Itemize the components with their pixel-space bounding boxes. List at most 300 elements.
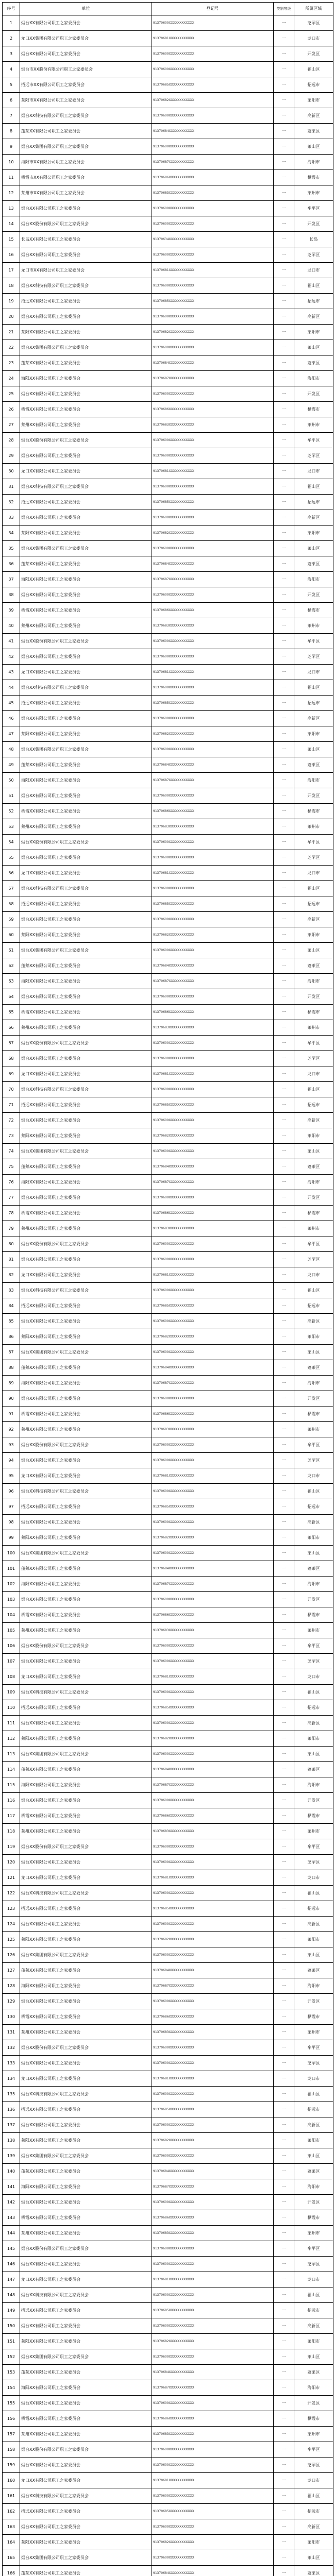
category-level-cell: 一	[274, 155, 294, 170]
serial-number-cell: 103	[3, 1592, 20, 1607]
serial-number-cell: 104	[3, 1607, 20, 1623]
category-level-cell: 一	[274, 1994, 294, 2009]
registration-number-cell: 91370600XXXXXXXXXXXX	[152, 1716, 274, 1731]
region-cell: 福山区	[294, 62, 333, 77]
table-row	[3, 1422, 333, 1437]
unit-name-cell: 海阳XX有限公司职工之家委员会	[20, 2179, 152, 2195]
registration-number-cell: 91370685XXXXXXXXXXXX	[152, 2303, 274, 2318]
serial-number-cell: 64	[3, 989, 20, 1005]
unit-name-cell: 莱州XX有限公司职工之家委员会	[20, 2025, 152, 2040]
region-cell: 龙口市	[294, 263, 333, 278]
serial-number-cell: 141	[3, 2179, 20, 2195]
unit-name-cell: 烟台XX集团有限公司职工之家委员会	[20, 2148, 152, 2164]
registration-number-cell: 91370685XXXXXXXXXXXX	[152, 495, 274, 510]
category-level-cell: 一	[274, 726, 294, 742]
category-level-cell: 一	[274, 2056, 294, 2071]
region-cell: 长岛	[294, 232, 333, 247]
table-row	[3, 1437, 333, 1453]
unit-name-cell: 莱阳XX有限公司职工之家委员会	[20, 1932, 152, 1947]
header-region: 所属区域	[294, 3, 333, 15]
registration-number-cell: 91370600XXXXXXXXXXXX	[152, 448, 274, 464]
unit-name-cell: 烟台XX有限公司职工之家委员会	[20, 2257, 152, 2272]
unit-name-cell: 烟台XX集团有限公司职工之家委员会	[20, 943, 152, 958]
unit-name-cell: 莱阳XX有限公司职工之家委员会	[20, 726, 152, 742]
unit-name-cell: 烟台XX有限公司职工之家委员会	[20, 15, 152, 31]
unit-name-cell: 烟台XX科技有限公司职工之家委员会	[20, 1082, 152, 1097]
region-cell: 招远市	[294, 2303, 333, 2318]
registration-number-cell: 91370600XXXXXXXXXXXX	[152, 541, 274, 556]
serial-number-cell: 131	[3, 2025, 20, 2040]
category-level-cell: 一	[274, 1963, 294, 1978]
category-level-cell: 一	[274, 1020, 294, 1036]
serial-number-cell: 142	[3, 2195, 20, 2210]
region-cell: 福山区	[294, 1484, 333, 1499]
table-row	[3, 2009, 333, 2025]
unit-name-cell: 烟台XX有限公司职工之家委员会	[20, 309, 152, 325]
serial-number-cell: 108	[3, 1669, 20, 1685]
registration-number-cell: 91370685XXXXXXXXXXXX	[152, 1700, 274, 1716]
category-level-cell: 一	[274, 603, 294, 618]
registration-number-cell: 91370683XXXXXXXXXXXX	[152, 2025, 274, 2040]
category-level-cell: 一	[274, 1824, 294, 1839]
table-row	[3, 340, 333, 355]
category-level-cell: 一	[274, 1175, 294, 1190]
registration-number-cell: 91370600XXXXXXXXXXXX	[152, 788, 274, 804]
category-level-cell: 一	[274, 2195, 294, 2210]
unit-name-cell: 龙口XX有限公司职工之家委员会	[20, 1468, 152, 1484]
category-level-cell: 一	[274, 1453, 294, 1468]
unit-name-cell: 烟台XX集团有限公司职工之家委员会	[20, 541, 152, 556]
registration-number-cell: 91370600XXXXXXXXXXXX	[152, 2241, 274, 2257]
region-cell: 海阳市	[294, 1175, 333, 1190]
category-level-cell: 一	[274, 819, 294, 835]
category-level-cell: 一	[274, 866, 294, 881]
table-row	[3, 1546, 333, 1561]
table-row	[3, 1005, 333, 1020]
registration-number-cell: 91370681XXXXXXXXXXXX	[152, 1870, 274, 1886]
table-row	[3, 1499, 333, 1515]
unit-name-cell: 烟台XX科技有限公司职工之家委员会	[20, 2087, 152, 2102]
unit-name-cell: 烟台XX科技有限公司职工之家委员会	[20, 108, 152, 124]
region-cell: 芝罘区	[294, 649, 333, 665]
unit-name-cell: 蓬莱XX有限公司职工之家委员会	[20, 958, 152, 974]
category-level-cell: 一	[274, 1561, 294, 1577]
serial-number-cell: 152	[3, 2349, 20, 2365]
registration-number-cell: 91370600XXXXXXXXXXXX	[152, 2087, 274, 2102]
category-level-cell: 一	[274, 1082, 294, 1097]
registration-number-cell: 91370687XXXXXXXXXXXX	[152, 1376, 274, 1391]
region-cell: 高新区	[294, 2117, 333, 2133]
category-level-cell: 一	[274, 2025, 294, 2040]
serial-number-cell: 28	[3, 433, 20, 448]
unit-name-cell: 海阳XX有限公司职工之家委员会	[20, 2380, 152, 2396]
unit-name-cell: 莱州XX有限公司职工之家委员会	[20, 1020, 152, 1036]
serial-number-cell: 148	[3, 2287, 20, 2303]
region-cell: 牟平区	[294, 1437, 333, 1453]
registration-number-cell: 91370600XXXXXXXXXXXX	[152, 850, 274, 866]
serial-number-cell: 47	[3, 726, 20, 742]
serial-number-cell: 133	[3, 2056, 20, 2071]
roster-sheet	[2, 2, 333, 2576]
unit-name-cell: 烟台XX有限公司职工之家委员会	[20, 1190, 152, 1206]
unit-name-cell: 栖霞XX有限公司职工之家委员会	[20, 2411, 152, 2427]
unit-name-cell: 莱州XX有限公司职工之家委员会	[20, 618, 152, 634]
unit-name-cell: 烟台XX有限公司职工之家委员会	[20, 1391, 152, 1406]
serial-number-cell: 29	[3, 448, 20, 464]
category-level-cell: 一	[274, 1932, 294, 1947]
table-row	[3, 402, 333, 417]
unit-name-cell: 烟台XX股份有限公司职工之家委员会	[20, 2241, 152, 2257]
serial-number-cell: 51	[3, 788, 20, 804]
table-row	[3, 603, 333, 618]
category-level-cell: 一	[274, 1097, 294, 1113]
category-level-cell: 一	[274, 170, 294, 185]
table-row	[3, 309, 333, 325]
category-level-cell: 一	[274, 2504, 294, 2519]
serial-number-cell: 112	[3, 1731, 20, 1747]
region-cell: 福山区	[294, 479, 333, 495]
serial-number-cell: 123	[3, 1901, 20, 1917]
category-level-cell: 一	[274, 2210, 294, 2226]
region-cell: 招远市	[294, 1901, 333, 1917]
registration-number-cell: 91370600XXXXXXXXXXXX	[152, 1113, 274, 1128]
region-cell: 莱州市	[294, 2226, 333, 2241]
serial-number-cell: 76	[3, 1175, 20, 1190]
unit-name-cell: 招远XX有限公司职工之家委员会	[20, 2504, 152, 2519]
table-row	[3, 1190, 333, 1206]
registration-number-cell: 91370681XXXXXXXXXXXX	[152, 464, 274, 479]
serial-number-cell: 66	[3, 1020, 20, 1036]
serial-number-cell: 17	[3, 263, 20, 278]
category-level-cell: 一	[274, 433, 294, 448]
category-level-cell: 一	[274, 1762, 294, 1777]
unit-name-cell: 烟台XX有限公司职工之家委员会	[20, 587, 152, 603]
unit-name-cell: 蓬莱XX有限公司职工之家委员会	[20, 1159, 152, 1175]
category-level-cell: 一	[274, 572, 294, 587]
registration-number-cell: 91370682XXXXXXXXXXXX	[152, 93, 274, 108]
registration-number-cell: 91370600XXXXXXXXXXXX	[152, 2488, 274, 2504]
unit-name-cell: 海阳XX有限公司职工之家委员会	[20, 1577, 152, 1592]
category-level-cell: 一	[274, 340, 294, 355]
registration-number-cell: 91370682XXXXXXXXXXXX	[152, 2334, 274, 2349]
table-row	[3, 896, 333, 912]
registration-number-cell: 91370682XXXXXXXXXXXX	[152, 1932, 274, 1947]
region-cell: 福山区	[294, 680, 333, 696]
region-cell: 龙口市	[294, 2473, 333, 2488]
category-level-cell: 一	[274, 2117, 294, 2133]
serial-number-cell: 32	[3, 495, 20, 510]
table-row	[3, 2318, 333, 2334]
serial-number-cell: 61	[3, 943, 20, 958]
serial-number-cell: 122	[3, 1886, 20, 1901]
serial-number-cell: 60	[3, 927, 20, 943]
serial-number-cell: 75	[3, 1159, 20, 1175]
unit-name-cell: 烟台XX有限公司职工之家委员会	[20, 247, 152, 263]
unit-name-cell: 龙口XX有限公司职工之家委员会	[20, 1267, 152, 1283]
serial-number-cell: 144	[3, 2226, 20, 2241]
region-cell: 招远市	[294, 896, 333, 912]
unit-name-cell: 海阳XX有限公司职工之家委员会	[20, 371, 152, 386]
category-level-cell: 一	[274, 201, 294, 216]
serial-number-cell: 149	[3, 2303, 20, 2318]
table-row	[3, 572, 333, 587]
category-level-cell: 一	[274, 510, 294, 526]
region-cell: 福山区	[294, 1685, 333, 1700]
region-cell: 招远市	[294, 2102, 333, 2117]
category-level-cell: 一	[274, 804, 294, 819]
region-cell: 莱州市	[294, 1824, 333, 1839]
table-row	[3, 773, 333, 788]
region-cell: 栖霞市	[294, 603, 333, 618]
table-row	[3, 495, 333, 510]
registration-number-cell: 91370600XXXXXXXXXXXX	[152, 2148, 274, 2164]
region-cell: 福山区	[294, 881, 333, 896]
registration-number-cell: 91370600XXXXXXXXXXXX	[152, 62, 274, 77]
unit-name-cell: 烟台XX集团有限公司职工之家委员会	[20, 1947, 152, 1963]
table-row	[3, 2148, 333, 2164]
region-cell: 蓬莱区	[294, 1561, 333, 1577]
category-level-cell: 一	[274, 1577, 294, 1592]
serial-number-cell: 63	[3, 974, 20, 989]
unit-name-cell: 龙口XX有限公司职工之家委员会	[20, 1669, 152, 1685]
registration-number-cell: 91370682XXXXXXXXXXXX	[152, 2535, 274, 2550]
unit-name-cell: 招远XX有限公司职工之家委员会	[20, 896, 152, 912]
region-cell: 海阳市	[294, 371, 333, 386]
unit-name-cell: 烟台XX股份有限公司职工之家委员会	[20, 2040, 152, 2056]
serial-number-cell: 130	[3, 2009, 20, 2025]
table-row	[3, 1097, 333, 1113]
serial-number-cell: 42	[3, 649, 20, 665]
category-level-cell: 一	[274, 1855, 294, 1870]
registration-number-cell: 91370600XXXXXXXXXXXX	[152, 2442, 274, 2458]
category-level-cell: 一	[274, 2411, 294, 2427]
category-level-cell: 一	[274, 2334, 294, 2349]
serial-number-cell: 23	[3, 355, 20, 371]
registration-number-cell: 91370600XXXXXXXXXXXX	[152, 2396, 274, 2411]
registration-number-cell: 91370684XXXXXXXXXXXX	[152, 355, 274, 371]
category-level-cell: 一	[274, 2550, 294, 2566]
table-row	[3, 2087, 333, 2102]
registration-number-cell: 91370600XXXXXXXXXXXX	[152, 943, 274, 958]
region-cell: 莱州市	[294, 1020, 333, 1036]
unit-name-cell: 烟台XX科技有限公司职工之家委员会	[20, 1685, 152, 1700]
unit-name-cell: 烟台XX集团有限公司职工之家委员会	[20, 1747, 152, 1762]
serial-number-cell: 80	[3, 1236, 20, 1252]
category-level-cell: 一	[274, 77, 294, 93]
table-row	[3, 1638, 333, 1654]
unit-name-cell: 莱阳XX有限公司职工之家委员会	[20, 325, 152, 340]
region-cell: 龙口市	[294, 866, 333, 881]
unit-name-cell: 招远XX有限公司职工之家委员会	[20, 2303, 152, 2318]
serial-number-cell: 129	[3, 1994, 20, 2009]
region-cell: 莱阳市	[294, 325, 333, 340]
region-cell: 海阳市	[294, 155, 333, 170]
serial-number-cell: 24	[3, 371, 20, 386]
unit-name-cell: 莱阳XX有限公司职工之家委员会	[20, 1128, 152, 1144]
unit-name-cell: 烟台XX有限公司职工之家委员会	[20, 510, 152, 526]
serial-number-cell: 45	[3, 696, 20, 711]
unit-name-cell: 栖霞XX有限公司职工之家委员会	[20, 2210, 152, 2226]
table-row	[3, 325, 333, 340]
table-row	[3, 1870, 333, 1886]
unit-name-cell: 烟台市XX股份有限公司职工之家委员会	[20, 62, 152, 77]
serial-number-cell: 124	[3, 1917, 20, 1932]
region-cell: 福山区	[294, 1886, 333, 1901]
serial-number-cell: 93	[3, 1437, 20, 1453]
unit-name-cell: 蓬莱XX有限公司职工之家委员会	[20, 2566, 152, 2576]
serial-number-cell: 41	[3, 634, 20, 649]
registration-number-cell: 91370687XXXXXXXXXXXX	[152, 155, 274, 170]
registration-number-cell: 91370684XXXXXXXXXXXX	[152, 2164, 274, 2179]
category-level-cell: 一	[274, 185, 294, 201]
category-level-cell: 一	[274, 2272, 294, 2287]
registration-number-cell: 91370687XXXXXXXXXXXX	[152, 572, 274, 587]
region-cell: 栖霞市	[294, 170, 333, 185]
registration-number-cell: 91370683XXXXXXXXXXXX	[152, 185, 274, 201]
registration-number-cell: 91370600XXXXXXXXXXXX	[152, 15, 274, 31]
registration-number-cell: 91370600XXXXXXXXXXXX	[152, 309, 274, 325]
table-row	[3, 108, 333, 124]
region-cell: 高新区	[294, 711, 333, 726]
category-level-cell: 一	[274, 124, 294, 139]
registration-number-cell: 91370687XXXXXXXXXXXX	[152, 773, 274, 788]
table-row	[3, 1731, 333, 1747]
unit-name-cell: 烟台XX有限公司职工之家委员会	[20, 850, 152, 866]
registration-number-cell: 91370687XXXXXXXXXXXX	[152, 974, 274, 989]
table-row	[3, 1515, 333, 1530]
table-body	[3, 15, 333, 2576]
serial-number-cell: 40	[3, 618, 20, 634]
region-cell: 高新区	[294, 108, 333, 124]
registration-number-cell: 91370600XXXXXXXXXXXX	[152, 634, 274, 649]
unit-name-cell: 栖霞XX有限公司职工之家委员会	[20, 1607, 152, 1623]
category-level-cell: 一	[274, 788, 294, 804]
registration-number-cell: 91370687XXXXXXXXXXXX	[152, 1777, 274, 1793]
category-level-cell: 一	[274, 1236, 294, 1252]
registration-number-cell: 91370600XXXXXXXXXXXX	[152, 2287, 274, 2303]
registration-number-cell: 91370600XXXXXXXXXXXX	[152, 711, 274, 726]
serial-number-cell: 137	[3, 2117, 20, 2133]
unit-name-cell: 莱州XX有限公司职工之家委员会	[20, 1422, 152, 1437]
registration-number-cell: 91370686XXXXXXXXXXXX	[152, 2210, 274, 2226]
serial-number-cell: 165	[3, 2550, 20, 2566]
table-row	[3, 2071, 333, 2087]
table-row	[3, 464, 333, 479]
serial-number-cell: 110	[3, 1700, 20, 1716]
registration-number-cell: 91370682XXXXXXXXXXXX	[152, 325, 274, 340]
serial-number-cell: 20	[3, 309, 20, 325]
unit-name-cell: 长岛XX有限公司职工之家委员会	[20, 232, 152, 247]
region-cell: 开发区	[294, 386, 333, 402]
category-level-cell: 一	[274, 1777, 294, 1793]
table-row	[3, 263, 333, 278]
serial-number-cell: 111	[3, 1716, 20, 1731]
unit-name-cell: 烟台XX有限公司职工之家委员会	[20, 1314, 152, 1329]
unit-name-cell: 栖霞XX有限公司职工之家委员会	[20, 1005, 152, 1020]
table-row	[3, 1128, 333, 1144]
unit-name-cell: 烟台XX科技有限公司职工之家委员会	[20, 278, 152, 294]
serial-number-cell: 10	[3, 155, 20, 170]
serial-number-cell: 113	[3, 1747, 20, 1762]
serial-number-cell: 69	[3, 1066, 20, 1082]
region-cell: 莱山区	[294, 2148, 333, 2164]
region-cell: 开发区	[294, 216, 333, 232]
table-row	[3, 62, 333, 77]
category-level-cell: 一	[274, 448, 294, 464]
serial-number-cell: 81	[3, 1252, 20, 1267]
table-row	[3, 1376, 333, 1391]
serial-number-cell: 120	[3, 1855, 20, 1870]
category-level-cell: 一	[274, 1747, 294, 1762]
region-cell: 招远市	[294, 1499, 333, 1515]
unit-name-cell: 栖霞XX有限公司职工之家委员会	[20, 804, 152, 819]
serial-number-cell: 143	[3, 2210, 20, 2226]
region-cell: 开发区	[294, 587, 333, 603]
registration-number-cell: 91370600XXXXXXXXXXXX	[152, 1345, 274, 1360]
category-level-cell: 一	[274, 587, 294, 603]
region-cell: 莱州市	[294, 1623, 333, 1638]
registration-number-cell: 91370685XXXXXXXXXXXX	[152, 1298, 274, 1314]
serial-number-cell: 109	[3, 1685, 20, 1700]
serial-number-cell: 21	[3, 325, 20, 340]
serial-number-cell: 53	[3, 819, 20, 835]
registration-number-cell: 91370686XXXXXXXXXXXX	[152, 1005, 274, 1020]
serial-number-cell: 127	[3, 1963, 20, 1978]
region-cell: 栖霞市	[294, 1005, 333, 1020]
table-row	[3, 2257, 333, 2272]
region-cell: 高新区	[294, 1716, 333, 1731]
region-cell: 开发区	[294, 1592, 333, 1607]
category-level-cell: 一	[274, 2519, 294, 2535]
table-row	[3, 294, 333, 309]
registration-number-cell: 91370685XXXXXXXXXXXX	[152, 294, 274, 309]
region-cell: 莱阳市	[294, 1530, 333, 1546]
category-level-cell: 一	[274, 526, 294, 541]
table-row	[3, 232, 333, 247]
region-cell: 福山区	[294, 2087, 333, 2102]
registration-number-cell: 91370684XXXXXXXXXXXX	[152, 1963, 274, 1978]
serial-number-cell: 94	[3, 1453, 20, 1468]
registration-number-cell: 91370600XXXXXXXXXXXX	[152, 1947, 274, 1963]
registration-number-cell: 91370682XXXXXXXXXXXX	[152, 1530, 274, 1546]
region-cell: 高新区	[294, 1917, 333, 1932]
region-cell: 芝罘区	[294, 1252, 333, 1267]
region-cell: 福山区	[294, 1082, 333, 1097]
region-cell: 牟平区	[294, 1236, 333, 1252]
table-row	[3, 46, 333, 62]
region-cell: 栖霞市	[294, 2210, 333, 2226]
table-row	[3, 680, 333, 696]
category-level-cell: 一	[274, 2303, 294, 2318]
registration-number-cell: 91370686XXXXXXXXXXXX	[152, 603, 274, 618]
serial-number-cell: 73	[3, 1128, 20, 1144]
unit-name-cell: 龙口XX有限公司职工之家委员会	[20, 1870, 152, 1886]
table-row	[3, 1175, 333, 1190]
serial-number-cell: 16	[3, 247, 20, 263]
table-row	[3, 2519, 333, 2535]
region-cell: 海阳市	[294, 1777, 333, 1793]
region-cell: 莱山区	[294, 943, 333, 958]
table-row	[3, 1468, 333, 1484]
table-row	[3, 15, 333, 31]
unit-name-cell: 烟台XX集团有限公司职工之家委员会	[20, 340, 152, 355]
registration-number-cell: 91370683XXXXXXXXXXXX	[152, 819, 274, 835]
unit-name-cell: 蓬莱XX有限公司职工之家委员会	[20, 2164, 152, 2179]
region-cell: 莱山区	[294, 541, 333, 556]
registration-number-cell: 91370685XXXXXXXXXXXX	[152, 896, 274, 912]
registration-number-cell: 91370600XXXXXXXXXXXX	[152, 2056, 274, 2071]
category-level-cell: 一	[274, 1221, 294, 1236]
